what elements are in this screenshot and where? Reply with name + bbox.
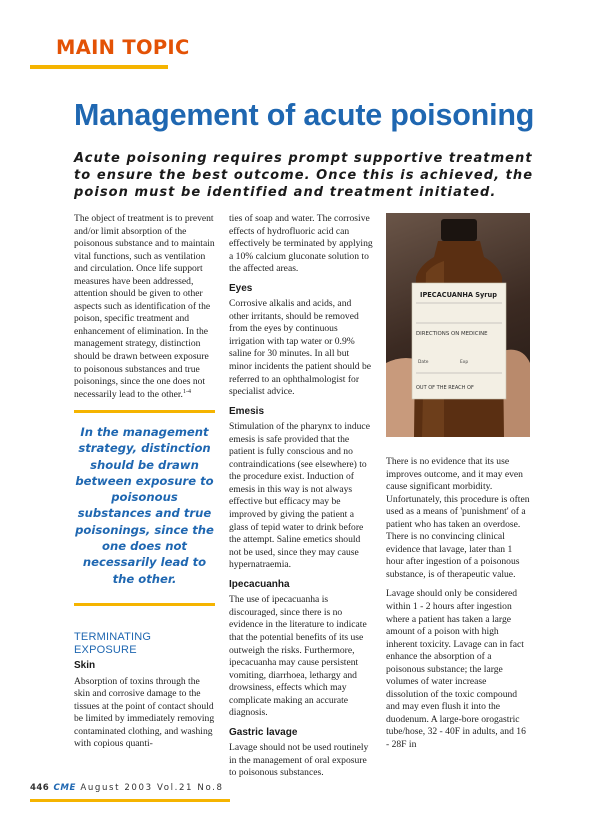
article-deck: Acute poisoning requires prompt supportive treatment to ensure the best outcome. Once this is achieved, the poison must be identified and treatment initiated. bbox=[74, 151, 534, 201]
lavage-paragraph-1: There is no evidence that its use improves outcome, and it may even cause significant morbidity. Unfortunately, this procedure is often used as a means of 'punishment' of a patient who has taken an overdose. There is no convincing clinical evidence that lavage, later than 1 hour after ingestion of a poisonous substance, is of therapeutic value. bbox=[386, 456, 530, 580]
intro-text: The object of treatment is to prevent and/or limit absorption of the poisonous substance and to maintain vital functions, such as ventilation and circulation. Once life support measures have been addressed, attention should be given to other aspects such as identification of the poison, specific treatment and enhancement of elimination. In the management strategy, distinction should be drawn between exposure to poisonous substances and true poisonings, since the one does not necessarily lead to the other. bbox=[74, 213, 215, 400]
issue-info: August 2003 Vol.21 No.8 bbox=[80, 783, 224, 793]
section-heading-terminating-exposure: TERMINATING EXPOSURE bbox=[74, 631, 152, 656]
label-line-2: DIRECTIONS ON MEDICINE bbox=[416, 331, 488, 337]
subheading-ipecacuanha: Ipecacuanha bbox=[229, 578, 290, 590]
page-footer bbox=[30, 783, 224, 793]
column-1-lower bbox=[74, 631, 215, 751]
lavage-paragraph-2: Lavage should only be considered within 1 - 2 hours after ingestion where a patient has taken a large amount of a poison with high inherent toxicity. Lavage can in fact enhance the absorption of a poisonous substance; the large volumes of water increase dissolution of the toxic compound and may even flush it into the duodenum. A large-bore orogastric tube/hose, 32 - 40F in adults, and 16 - 28F in bbox=[386, 588, 526, 751]
emesis-paragraph: Stimulation of the pharynx to induce emesis is safe provided that the patient is fully conscious and no contraindications (see elsewhere) to the procedure exist. Induction of emesis in this way is not always effective but efficacy may be improved by giving the patient a glass of tepid water to drink before the attempt. Saline emetics should not be used, since they may cause hypernatraemia. bbox=[229, 421, 370, 571]
column-1 bbox=[74, 213, 215, 401]
page-number: 446 bbox=[30, 783, 50, 793]
pull-quote-top-rule bbox=[74, 410, 215, 413]
label-small-date: Date bbox=[418, 360, 429, 365]
footer-rule bbox=[30, 799, 230, 802]
magazine-name: CME bbox=[53, 783, 77, 793]
section-rule bbox=[30, 65, 168, 69]
intro-reference: 1-4 bbox=[182, 388, 191, 395]
pull-quote: In the management strategy, distinction should be drawn between exposure to poisonous substances and true poisonings, since the one does not necessarily lead to the other. bbox=[75, 425, 214, 586]
pull-quote-bottom-rule bbox=[74, 603, 215, 606]
bottle-cap bbox=[441, 219, 477, 241]
bottle-illustration bbox=[386, 213, 530, 437]
column-3 bbox=[386, 456, 530, 752]
gastric-lavage-paragraph: Lavage should not be used routinely in the management of oral exposure to poisonous substances. bbox=[229, 742, 369, 779]
label-line-3: OUT OF THE REACH OF bbox=[416, 385, 474, 391]
label-line-1: IPECACUANHA Syrup bbox=[420, 291, 497, 299]
subheading-skin: Skin bbox=[74, 660, 96, 672]
skin-continued-paragraph: ties of soap and water. The corrosive effects of hydrofluoric acid can effectively be terminated by applying a 10% calcium gluconate solution to the affected areas. bbox=[229, 213, 373, 275]
subheading-eyes: Eyes bbox=[229, 282, 253, 294]
bottle-label bbox=[412, 283, 506, 399]
eyes-paragraph: Corrosive alkalis and acids, and other irritants, should be removed from the eyes by continuous irrigation with tap water or 0.9% saline for 30 minutes. In all but minor incidents the patient should be referred to an ophthalmologist for specialist advice. bbox=[229, 298, 372, 398]
article-title: Management of acute poisoning bbox=[74, 98, 535, 132]
section-label: MAIN TOPIC bbox=[56, 36, 190, 59]
ipecacuanha-paragraph: The use of ipecacuanha is discouraged, since there is no evidence in the literature to indicate that the potential benefits of its use outweigh the risks. Furthermore, ipecacuanha may cause persistent vomiting, diarrhoea, lethargy and drowsiness, effects which may complicate making an accurate diagnosis. bbox=[229, 594, 367, 719]
ipecacuanha-bottle-photo bbox=[386, 213, 530, 437]
column-2 bbox=[229, 213, 373, 780]
intro-paragraph bbox=[74, 213, 215, 401]
skin-paragraph: Absorption of toxins through the skin and corrosive damage to the tissues at the point of contact should be limited by immediately removing contaminated clothing, and washing with copious quanti- bbox=[74, 675, 215, 750]
subheading-emesis: Emesis bbox=[229, 405, 265, 417]
label-small-exp: Exp bbox=[460, 360, 469, 365]
subheading-gastric-lavage: Gastric lavage bbox=[229, 726, 298, 738]
